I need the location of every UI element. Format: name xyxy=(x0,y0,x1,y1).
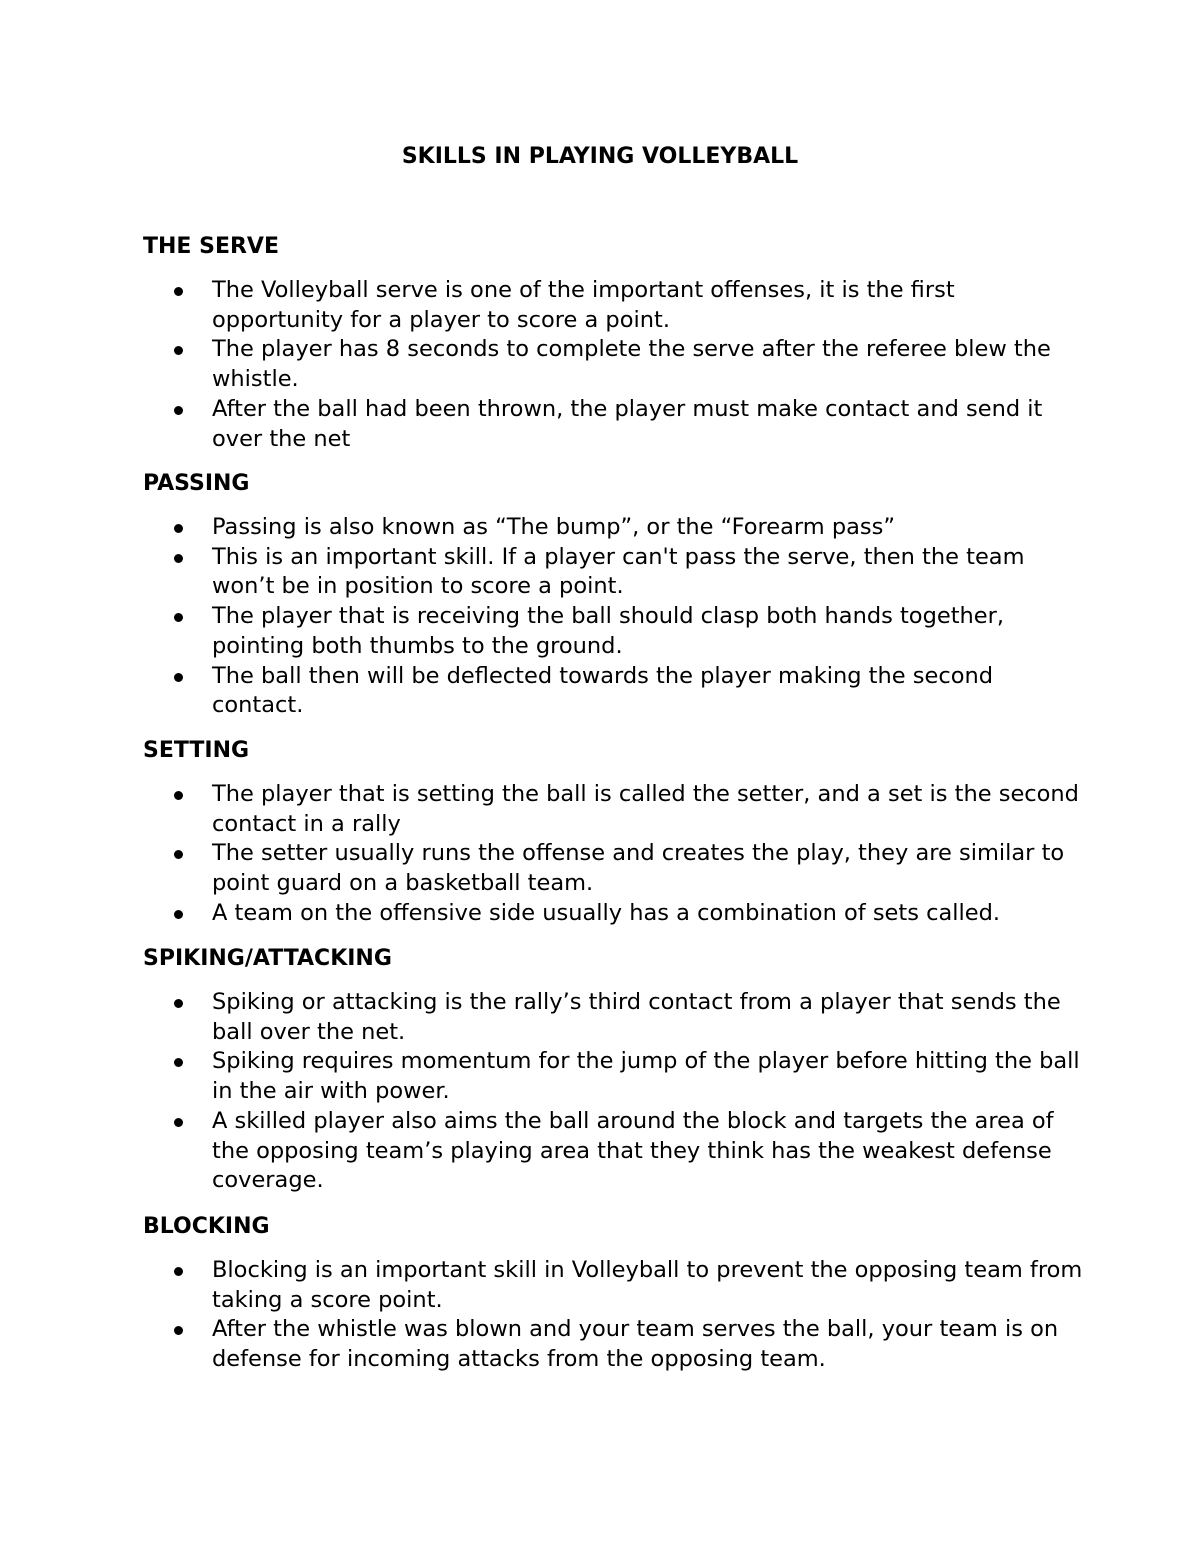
bullet-icon xyxy=(174,524,183,533)
list-item: A team on the offensive side usually has a combination of sets called. xyxy=(143,899,1083,929)
list-item: After the whistle was blown and your team serves the ball, your team is on defense for incoming attacks from the opposing team. xyxy=(143,1315,1083,1374)
bullet-icon xyxy=(174,554,183,563)
bullet-icon xyxy=(174,999,183,1008)
document-title: SKILLS IN PLAYING VOLLEYBALL xyxy=(401,144,799,169)
section-blocking xyxy=(143,1212,1083,1375)
bullet-icon xyxy=(174,850,183,859)
bullet-list xyxy=(143,1256,1083,1375)
list-item: The ball then will be deflected towards the player making the second contact. xyxy=(143,662,1083,721)
section-heading: SETTING xyxy=(143,738,250,763)
list-item: Spiking or attacking is the rally’s third contact from a player that sends the ball over the net. xyxy=(143,988,1083,1047)
section-setting xyxy=(143,736,1083,929)
list-item: The player has 8 seconds to complete the serve after the referee blew the whistle. xyxy=(143,335,1083,394)
list-item: The player that is setting the ball is called the setter, and a set is the second contact in a rally xyxy=(143,780,1083,839)
bullet-icon xyxy=(174,287,183,296)
bullet-icon xyxy=(174,406,183,415)
list-item: After the ball had been thrown, the player must make contact and send it over the net xyxy=(143,395,1083,454)
section-spiking-attacking xyxy=(143,944,1083,1196)
section-heading: THE SERVE xyxy=(143,234,279,259)
list-item: The player that is receiving the ball should clasp both hands together, pointing both thumbs to the ground. xyxy=(143,602,1083,661)
list-item: Passing is also known as “The bump”, or the “Forearm pass” xyxy=(143,513,1083,543)
section-heading: BLOCKING xyxy=(143,1214,270,1239)
list-item: Blocking is an important skill in Volleyball to prevent the opposing team from taking a score point. xyxy=(143,1256,1083,1315)
bullet-list xyxy=(143,276,1083,454)
bullet-list xyxy=(143,780,1083,929)
bullet-icon xyxy=(174,346,183,355)
bullet-icon xyxy=(174,1058,183,1067)
bullet-icon xyxy=(174,1267,183,1276)
bullet-list xyxy=(143,988,1083,1196)
list-item: This is an important skill. If a player can't pass the serve, then the team won’t be in position to score a point. xyxy=(143,543,1083,602)
bullet-icon xyxy=(174,673,183,682)
bullet-list xyxy=(143,513,1083,721)
section-passing xyxy=(143,469,1083,721)
bullet-icon xyxy=(174,791,183,800)
section-the-serve xyxy=(143,232,1083,454)
section-heading: SPIKING/ATTACKING xyxy=(143,946,392,971)
list-item: The setter usually runs the offense and creates the play, they are similar to point guard on a basketball team. xyxy=(143,839,1083,898)
bullet-icon xyxy=(174,1326,183,1335)
bullet-icon xyxy=(174,613,183,622)
section-heading: PASSING xyxy=(143,471,250,496)
bullet-icon xyxy=(174,1118,183,1127)
list-item: Spiking requires momentum for the jump of the player before hitting the ball in the air with power. xyxy=(143,1047,1083,1106)
bullet-icon xyxy=(174,910,183,919)
list-item: A skilled player also aims the ball around the block and targets the area of the opposing team’s playing area that they think has the weakest defense coverage. xyxy=(143,1107,1083,1196)
list-item: The Volleyball serve is one of the important offenses, it is the first opportunity for a player to score a point. xyxy=(143,276,1083,335)
